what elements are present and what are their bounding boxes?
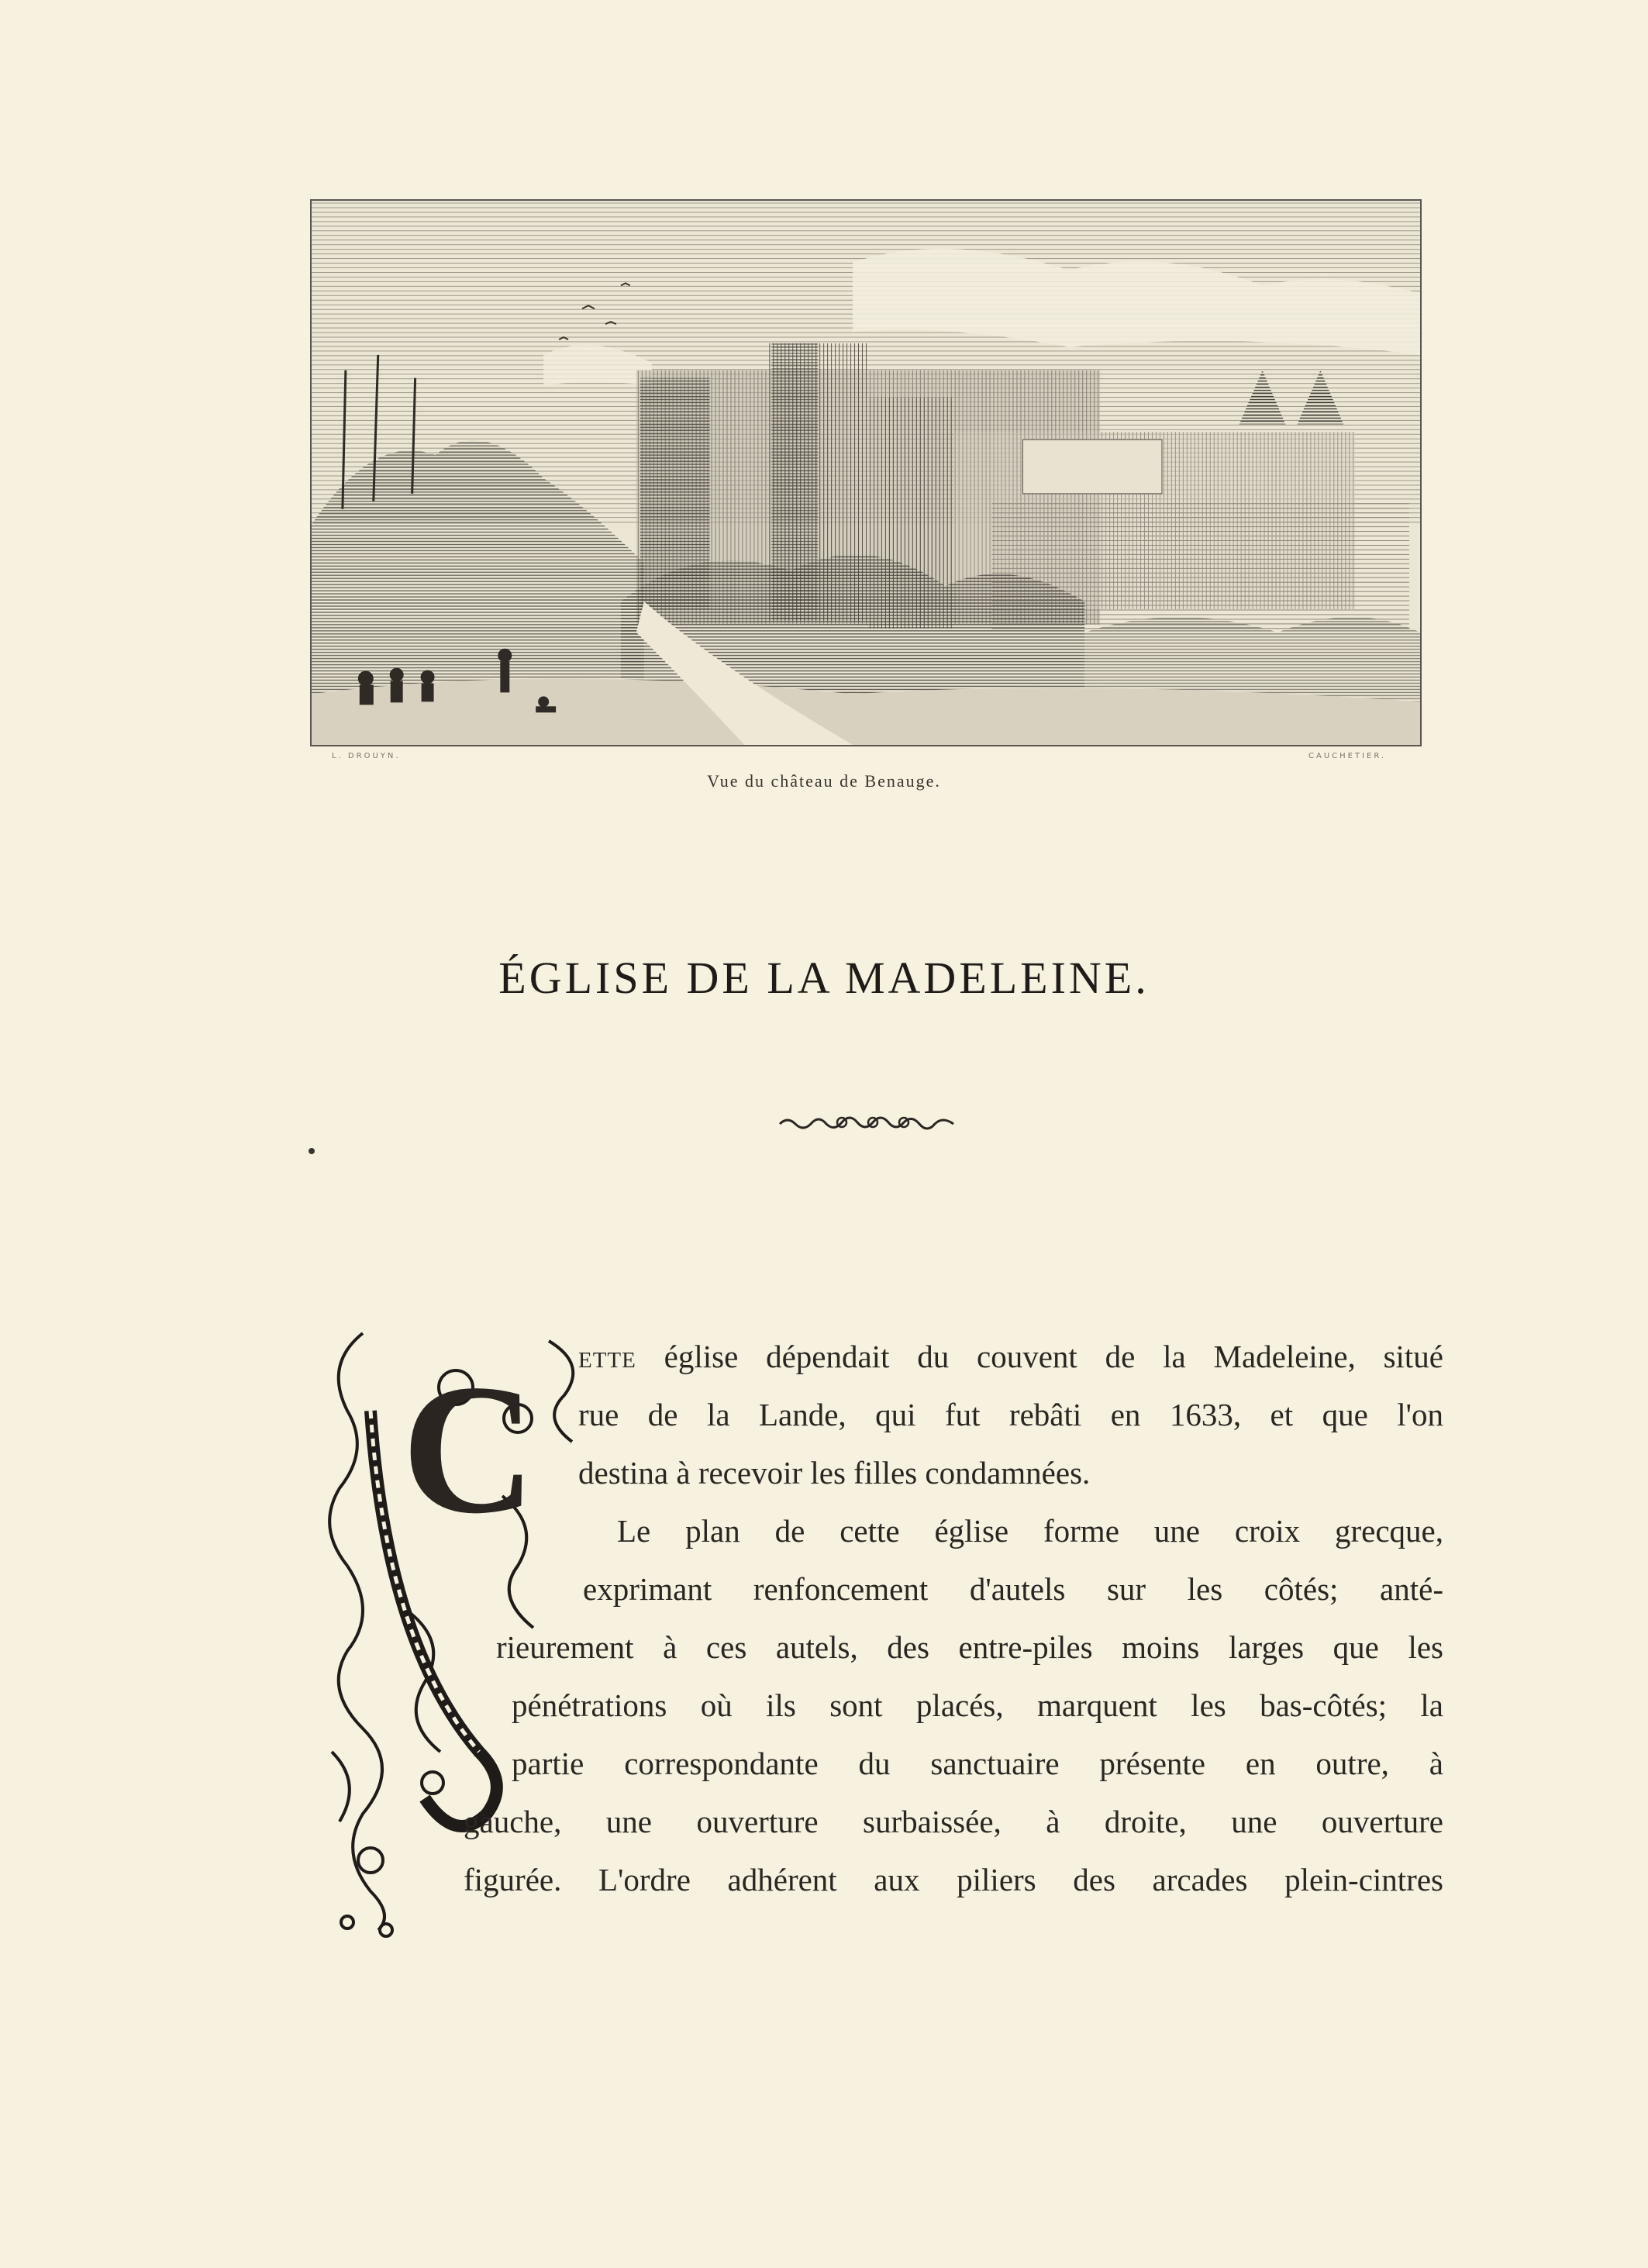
body-line-4: Le plan de cette église forme une croix grecque, xyxy=(617,1513,1443,1549)
body-line-1-text: église dépendait du couvent de la Madeleine, situé xyxy=(636,1339,1443,1374)
stray-ink-dot xyxy=(309,1148,315,1154)
body-line-2: rue de la Lande, qui fut rebâti en 1633, et que l'on xyxy=(578,1397,1443,1432)
body-line-10: figurée. L'ordre adhérent aux piliers des arcades plein-cintres xyxy=(464,1862,1443,1897)
body-line-3: destina à recevoir les filles condamnées. xyxy=(578,1455,1091,1491)
engraver-credit-left: L. DROUYN. xyxy=(332,752,401,760)
body-line-5: exprimant renfoncement d'autels sur les côtés; anté- xyxy=(583,1571,1443,1607)
castle-engraving xyxy=(310,199,1422,746)
body-line-6: rieurement à ces autels, des entre-piles moins larges que les xyxy=(496,1629,1443,1665)
illustration-caption: Vue du château de Benauge. xyxy=(707,771,941,791)
body-line-9: gauche, une ouverture surbaissée, à droite, une ouverture xyxy=(464,1804,1443,1839)
opening-smallcaps: ette xyxy=(578,1339,636,1374)
engraver-credit-right: CAUCHETIER. xyxy=(1308,752,1387,760)
section-title: ÉGLISE DE LA MADELEINE. xyxy=(498,953,1150,1003)
body-line-8: partie correspondante du sanctuaire présente en outre, à xyxy=(512,1746,1443,1781)
initial-letter: C xyxy=(402,1346,536,1552)
fleuron-ornament xyxy=(777,1108,957,1136)
castle-engraving-drawing xyxy=(312,201,1420,745)
body-line-1 xyxy=(578,1337,1443,1376)
body-line-7: pénétrations où ils sont placés, marquent les bas-côtés; la xyxy=(512,1687,1443,1723)
